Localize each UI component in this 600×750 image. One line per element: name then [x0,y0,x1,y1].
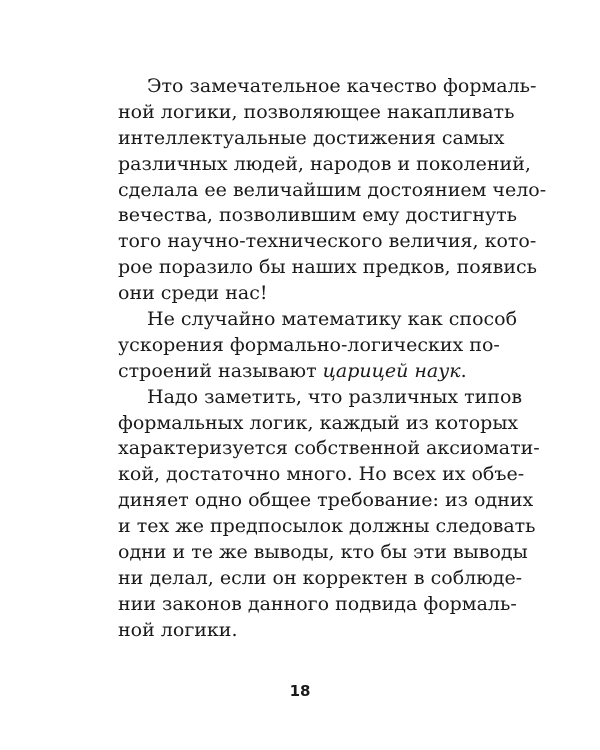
text-line: ной логики. [118,618,238,641]
text-line: ни делал, если он корректен в соблюде- [118,566,523,589]
text-line: того научно-технического величия, кото- [118,230,537,253]
text-line: ной логики, позволяющее накапливать [118,100,515,123]
italic-emphasis: царицей наук [322,359,461,382]
body-text [118,74,547,644]
text-segment: . [460,359,467,382]
text-line: формальных логик, каждый из которых [118,411,519,434]
text-line: вечества, позволившим ему достигнуть [118,204,518,227]
text-line: одни и те же выводы, кто бы эти выводы [118,541,528,564]
text-line: интеллектуальные достижения самых [118,126,505,149]
text-line: различных людей, народов и поколений, [118,152,531,175]
text-line: характеризуется собственной аксиомати- [118,437,540,460]
text-line: нии законов данного подвида формаль- [118,592,517,615]
text-segment: строений называют [118,359,323,382]
text-line: кой, достаточно много. Но всех их объе- [118,463,525,486]
page-number: 18 [289,682,311,700]
text-line: ускорения формально-логических по- [118,333,500,356]
text-line-with-emphasis [118,359,508,385]
text-line: диняет одно общее требование: из одних [118,489,534,512]
text-line: сделала ее величайшим достоянием чело- [118,178,547,201]
text-line: они среди нас! [118,282,268,305]
text-line: рое поразило бы наших предков, появись [118,256,538,279]
text-line: и тех же предпосылок должны следовать [118,515,536,538]
text-line: Это замечательное качество формаль- [147,75,537,97]
text-line: Не случайно математику как способ [147,308,518,331]
text-line: Надо заметить, что различных типов [147,385,523,408]
